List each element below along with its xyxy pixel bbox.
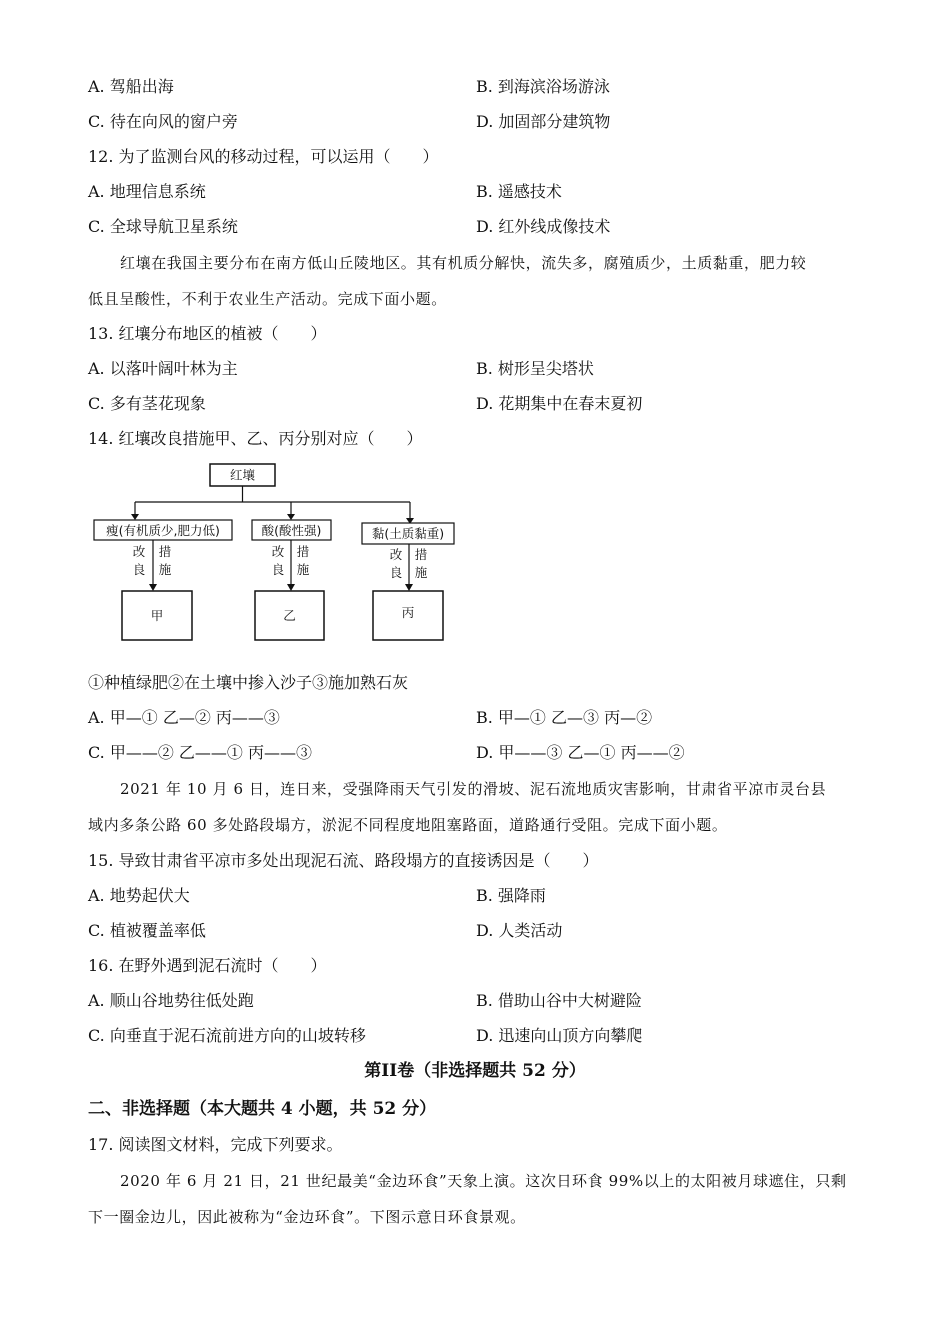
diagram-branch-3-label: 黏(土质黏重) xyxy=(371,526,445,541)
q15-option-b: B. 强降雨 xyxy=(476,886,546,905)
q16-option-c: C. 向垂直于泥石流前进方向的山坡转移 xyxy=(88,1026,366,1045)
q16-option-a: A. 顺山谷地势往低处跑 xyxy=(88,991,254,1010)
diagram-branch-3-measure-1: 措 xyxy=(414,547,428,562)
diagram-branch-1-label: 瘦(有机质少,肥力低) xyxy=(106,523,220,538)
diagram-root-label: 红壤 xyxy=(229,467,256,483)
passage1-line1: 红壤在我国主要分布在南方低山丘陵地区。其有机质分解快，流失多，腐殖质少，土质黏重，肥力较 xyxy=(120,254,807,272)
q12-option-a: A. 地理信息系统 xyxy=(88,182,206,201)
q14-option-d: D. 甲——③ 乙—① 丙——② xyxy=(476,743,685,762)
q15-option-c: C. 植被覆盖率低 xyxy=(88,921,206,940)
q14-option-a: A. 甲—① 乙—② 丙——③ xyxy=(88,708,280,727)
q15-stem: 15. 导致甘肃省平凉市多处出现泥石流、路段塌方的直接诱因是（ ） xyxy=(88,851,599,870)
q16-option-b: B. 借助山谷中大树避险 xyxy=(476,991,642,1010)
q12-option-d: D. 红外线成像技术 xyxy=(476,217,611,236)
q16-stem: 16. 在野外遇到泥石流时（ ） xyxy=(88,956,327,975)
q17-text-line1: 2020 年 6 月 21 日，21 世纪最美“金边环食”天象上演。这次日环食 99%以上的太阳被月球遮住，只剩 xyxy=(120,1172,847,1190)
q16-option-d: D. 迅速向山顶方向攀爬 xyxy=(476,1026,643,1045)
q15-option-d: D. 人类活动 xyxy=(476,921,563,940)
q11-option-b: B. 到海滨浴场游泳 xyxy=(476,77,610,96)
diagram-branch-2-improve-1: 改 xyxy=(271,544,285,559)
section-two-heading: 二、非选择题（本大题共 4 小题，共 52 分） xyxy=(88,1099,437,1119)
q14-option-b: B. 甲—① 乙—③ 丙—② xyxy=(476,708,653,727)
diagram-branch-2-measure-1: 措 xyxy=(296,544,310,559)
diagram-result-jia: 甲 xyxy=(150,608,164,623)
q13-option-c: C. 多有茎花现象 xyxy=(88,394,206,413)
passage2-line2: 域内多条公路 60 多处路段塌方，淤泥不同程度地阻塞路面，道路通行受阻。完成下面小题。 xyxy=(88,816,728,834)
part-two-title: 第II卷（非选择题共 52 分） xyxy=(364,1061,586,1081)
q13-option-a: A. 以落叶阔叶林为主 xyxy=(88,359,238,378)
q11-option-c: C. 待在向风的窗户旁 xyxy=(88,112,238,131)
q14-option-c: C. 甲——② 乙——① 丙——③ xyxy=(88,743,313,762)
diagram-branch-2-measure-2: 施 xyxy=(296,562,310,577)
diagram-branch-1-improve-1: 改 xyxy=(132,544,146,559)
diagram-branch-3-improve-1: 改 xyxy=(389,547,403,562)
passage2-line1: 2021 年 10 月 6 日，连日来，受强降雨天气引发的滑坡、泥石流地质灾害影响，甘肃省平凉市灵台县 xyxy=(120,780,827,798)
q13-stem: 13. 红壤分布地区的植被（ ） xyxy=(88,324,327,343)
q12-option-c: C. 全球导航卫星系统 xyxy=(88,217,238,236)
q13-option-d: D. 花期集中在春末夏初 xyxy=(476,394,643,413)
q17-text-line2: 下一圈金边儿，因此被称为“金边环食”。下图示意日环食景观。 xyxy=(88,1208,526,1226)
diagram-branch-2-label: 酸(酸性强) xyxy=(261,523,322,538)
q14-stem: 14. 红壤改良措施甲、乙、丙分别对应（ ） xyxy=(88,429,423,448)
q14-measures-line: ①种植绿肥②在土壤中掺入沙子③施加熟石灰 xyxy=(88,673,409,692)
q11-option-d: D. 加固部分建筑物 xyxy=(476,112,611,131)
passage1-line2: 低且呈酸性，不利于农业生产活动。完成下面小题。 xyxy=(88,290,447,308)
q13-option-b: B. 树形呈尖塔状 xyxy=(476,359,594,378)
q12-option-b: B. 遥感技术 xyxy=(476,182,562,201)
q12-stem: 12. 为了监测台风的移动过程，可以运用（ ） xyxy=(88,147,439,166)
q17-stem: 17. 阅读图文材料，完成下列要求。 xyxy=(88,1135,343,1154)
diagram-branch-2-improve-2: 良 xyxy=(271,562,285,577)
diagram-branch-3-improve-2: 良 xyxy=(389,565,403,580)
diagram-result-bing: 丙 xyxy=(401,605,415,620)
q15-option-a: A. 地势起伏大 xyxy=(88,886,190,905)
red-soil-improvement-diagram xyxy=(85,462,465,647)
diagram-result-yi: 乙 xyxy=(283,608,296,623)
diagram-branch-3-measure-2: 施 xyxy=(414,565,428,580)
diagram-branch-1-measure-1: 措 xyxy=(158,544,172,559)
diagram-branch-1-measure-2: 施 xyxy=(158,562,172,577)
q11-option-a: A. 驾船出海 xyxy=(88,77,174,96)
diagram-branch-1-improve-2: 良 xyxy=(132,562,146,577)
